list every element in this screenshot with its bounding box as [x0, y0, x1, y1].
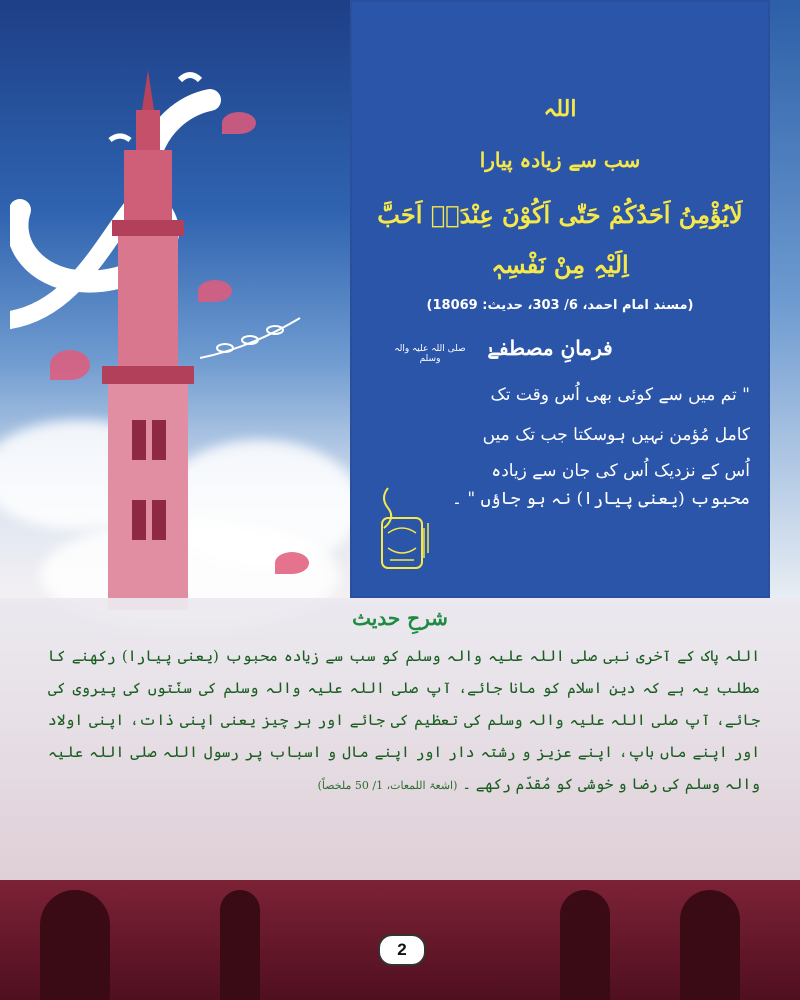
arch-icon — [560, 890, 610, 1000]
petal-icon — [50, 350, 90, 380]
arch-icon — [220, 890, 260, 1000]
olive-branch-icon — [195, 308, 305, 368]
petal-icon — [198, 280, 232, 302]
page-number: 2 — [378, 934, 426, 966]
translation-line: محبوب (یعنی پیارا) نہ ہو جاؤں " ۔ — [452, 489, 750, 509]
hadith-reference: (مسند امام احمد، 6/ 303، حدیث: 18069) — [426, 298, 694, 313]
sharah-body — [48, 640, 760, 802]
sharah-text: اللہ پاک کے آخری نبی صلی اللہ علیہ والہ وسلم کو سب سے زیادہ محبوب (یعنی پیارا) رکھنے کا مطلب یہ ہے کہ دینِ اسلام کو مانا جائے، آپ صلی اللہ علیہ والہ وسلم کی سنّتوں کی پیروی کی جائے، آپ صلی اللہ علیہ والہ وسلم کی تعظیم کی جائے اور ہر چیز یعنی اپنی ذات، اپنی اولاد اور اپنے ماں باپ، اپنے عزیز و رشتہ دار اور اپنے مال و اسباب پر رسول اللہ صلی اللہ علیہ والہ وسلم کی رضا و خوشی کو مُقدّم رکھے ۔ — [48, 647, 760, 793]
arch-icon — [680, 890, 740, 1000]
sharah-reference: (اشعۃ اللمعات، 1/ 50 ملخصاً) — [317, 779, 458, 792]
translation-line: کامل مُؤمن نہیں ہوسکتا جب تک میں — [482, 425, 750, 445]
signature-stamp-icon — [368, 478, 436, 584]
hadith-arabic-line-2: اِلَیْہِ مِنْ نَفْسِہٖ — [491, 250, 629, 279]
farman-title: فرمانِ مصطفےٰ — [487, 336, 613, 360]
allah-heading: اللہ — [543, 96, 577, 122]
translation-line: اُس کے نزدیک اُس کی جان سے زیادہ — [491, 461, 750, 481]
sky-strip — [770, 0, 800, 600]
hadith-arabic-line-1: لَایُؤْمِنُ اَحَدُکُمْ حَتّٰی اَکُوْنَ عِنْدَہٗ اَحَبَّ — [377, 200, 743, 229]
minaret-icon — [88, 70, 208, 610]
arch-icon — [40, 890, 110, 1000]
petal-icon — [222, 112, 256, 134]
farman-salutation: صلی اللہ علیہ والہ وسلم — [394, 344, 466, 364]
sharah-title: شرحِ حدیث — [352, 606, 448, 630]
petal-icon — [275, 552, 309, 574]
translation-line: " تم میں سے کوئی بھی اُس وقت تک — [490, 385, 750, 405]
page-title: سب سے زیادہ پیارا — [479, 148, 641, 172]
